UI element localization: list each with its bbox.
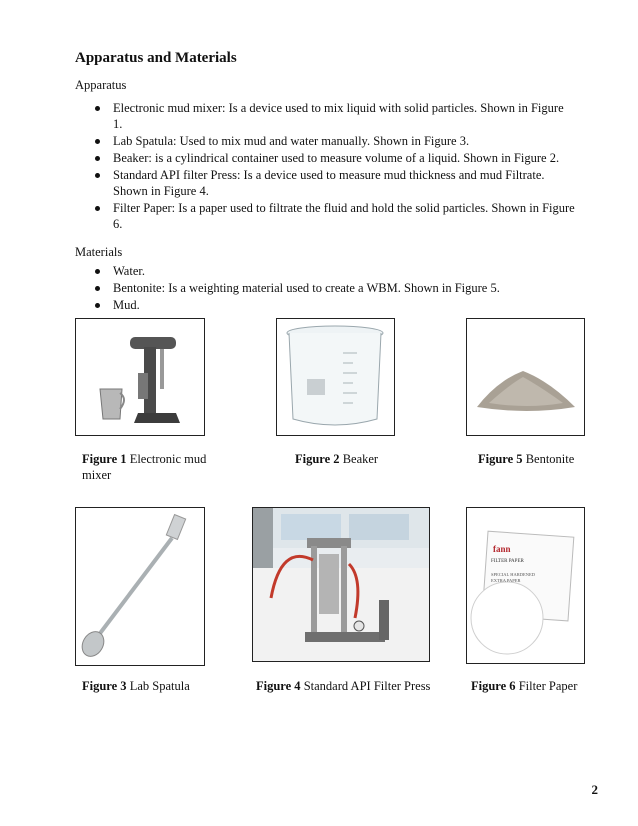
apparatus-heading: Apparatus xyxy=(75,78,127,92)
figure-5-image xyxy=(466,318,585,436)
lab-spatula-illustration xyxy=(76,508,204,665)
figure-4-label: Figure 4 xyxy=(256,679,301,693)
figure-1-label: Figure 1 xyxy=(82,452,127,466)
materials-list xyxy=(75,263,575,314)
filter-paper-line-1: FILTER PAPER xyxy=(491,559,524,564)
list-item: Bentonite: Is a weighting material used to create a WBM. Shown in Figure 5. xyxy=(75,280,575,296)
figure-4-image xyxy=(252,507,430,662)
filter-paper-brand: fann xyxy=(493,544,511,554)
list-item: Mud. xyxy=(75,297,575,313)
figure-3-image xyxy=(75,507,205,666)
figure-5-label: Figure 5 xyxy=(478,452,523,466)
figure-6-text: Filter Paper xyxy=(515,679,578,693)
list-item: Beaker: is a cylindrical container used to measure volume of a liquid. Shown in Figure 2. xyxy=(75,150,575,166)
figure-5-caption xyxy=(478,451,574,467)
bentonite-illustration xyxy=(467,319,584,435)
filter-press-illustration xyxy=(253,508,429,661)
figure-2-text: Beaker xyxy=(339,452,379,466)
figure-6-caption xyxy=(471,678,577,694)
list-item: Filter Paper: Is a paper used to filtrate the fluid and hold the solid particles. Shown in Figure 6. xyxy=(75,200,575,232)
figure-3-label: Figure 3 xyxy=(82,679,127,693)
figure-6-label: Figure 6 xyxy=(471,679,516,693)
figure-1-image xyxy=(75,318,205,436)
figure-2-caption xyxy=(295,451,378,467)
materials-heading: Materials xyxy=(75,245,123,259)
figure-1-text: Electronic mud mixer xyxy=(82,452,207,482)
list-item: Standard API filter Press: Is a device used to measure mud thickness and mud Filtrate. Shown in Figure 4. xyxy=(75,167,575,199)
figure-1-caption xyxy=(82,451,232,483)
list-item: Water. xyxy=(75,263,575,279)
mud-mixer-illustration xyxy=(76,319,204,435)
figure-6-image xyxy=(466,507,585,664)
figure-4-caption xyxy=(256,678,430,694)
filter-paper-illustration xyxy=(467,508,584,663)
figure-2-image xyxy=(276,318,395,436)
section-title: Apparatus and Materials xyxy=(75,50,237,66)
list-item: Lab Spatula: Used to mix mud and water manually. Shown in Figure 3. xyxy=(75,133,575,149)
figure-3-caption xyxy=(82,678,190,694)
figure-3-text: Lab Spatula xyxy=(126,679,190,693)
list-item: Electronic mud mixer: Is a device used to mix liquid with solid particles. Shown in Figure 1. xyxy=(75,100,575,132)
filter-paper-line-3: EXTRA PAPER xyxy=(491,578,521,583)
figure-5-text: Bentonite xyxy=(522,452,575,466)
figure-4-text: Standard API Filter Press xyxy=(300,679,431,693)
beaker-illustration xyxy=(277,319,394,435)
apparatus-list xyxy=(75,100,575,233)
figure-2-label: Figure 2 xyxy=(295,452,340,466)
page-number: 2 xyxy=(591,782,598,797)
filter-paper-line-2: SPECIAL HARDENED xyxy=(491,572,535,577)
